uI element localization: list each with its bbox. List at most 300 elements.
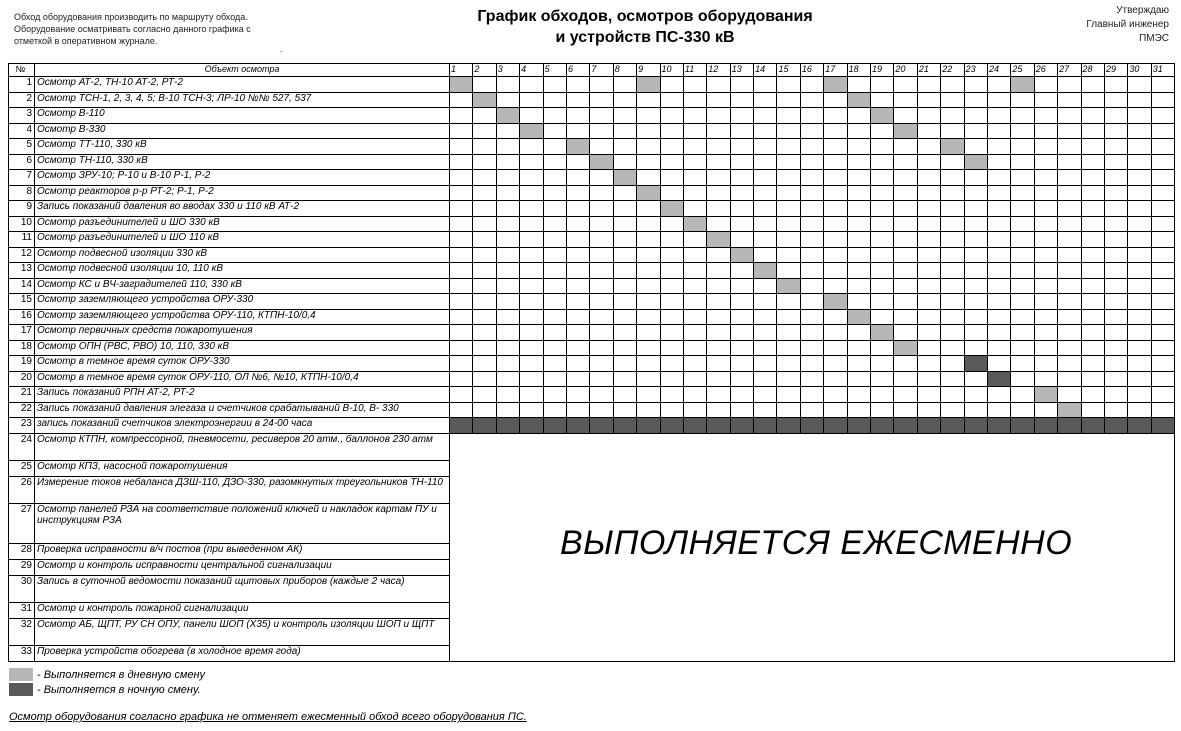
day-cell	[590, 387, 613, 403]
day-cell	[613, 123, 636, 139]
day-cell	[847, 170, 870, 186]
day-cell-night-shift	[847, 418, 870, 434]
day-cell	[590, 170, 613, 186]
day-cell	[543, 325, 566, 341]
header-day: 9	[637, 64, 660, 77]
day-cell-night-shift	[1058, 418, 1081, 434]
day-cell	[520, 402, 543, 418]
day-cell	[543, 402, 566, 418]
day-cell	[496, 340, 519, 356]
day-cell	[1081, 263, 1104, 279]
row-object-name: Осмотр в темное время суток ОРУ-110, ОЛ №6, №10, КТПН-10/0,4	[35, 371, 450, 387]
day-cell	[730, 402, 753, 418]
day-cell	[520, 201, 543, 217]
day-cell	[683, 278, 706, 294]
day-cell	[1151, 92, 1174, 108]
row-object-name: Запись показаний давления во вводах 330 и 110 кВ АТ-2	[35, 201, 450, 217]
day-cell	[1034, 170, 1057, 186]
day-cell	[754, 154, 777, 170]
day-cell	[683, 309, 706, 325]
day-cell	[987, 154, 1010, 170]
day-cell	[613, 232, 636, 248]
day-cell	[566, 185, 589, 201]
day-cell	[1104, 402, 1127, 418]
day-cell	[660, 294, 683, 310]
day-cell	[660, 247, 683, 263]
day-cell	[987, 402, 1010, 418]
day-cell	[590, 77, 613, 93]
day-cell	[590, 139, 613, 155]
day-cell	[754, 325, 777, 341]
day-cell	[1128, 123, 1151, 139]
day-cell	[917, 402, 940, 418]
day-cell	[520, 387, 543, 403]
day-cell	[450, 232, 473, 248]
day-cell	[566, 108, 589, 124]
table-row	[9, 154, 1175, 170]
day-cell	[1011, 371, 1034, 387]
row-number: 16	[9, 309, 35, 325]
legend-night-swatch	[9, 683, 33, 696]
header-day: 22	[941, 64, 964, 77]
day-cell	[1128, 108, 1151, 124]
day-cell	[637, 371, 660, 387]
day-cell	[1104, 92, 1127, 108]
day-cell	[660, 263, 683, 279]
day-cell	[1034, 92, 1057, 108]
day-cell-night-shift	[473, 418, 496, 434]
day-cell	[566, 247, 589, 263]
day-cell	[1151, 402, 1174, 418]
day-cell	[496, 232, 519, 248]
day-cell	[1081, 139, 1104, 155]
day-cell	[707, 185, 730, 201]
day-cell	[894, 263, 917, 279]
day-cell	[613, 340, 636, 356]
day-cell	[964, 92, 987, 108]
day-cell	[473, 387, 496, 403]
day-cell	[730, 185, 753, 201]
day-cell	[1104, 108, 1127, 124]
day-cell	[520, 108, 543, 124]
day-cell-night-shift	[683, 418, 706, 434]
day-cell	[543, 387, 566, 403]
row-object-name: Осмотр заземляющего устройства ОРУ-110, КТПН-10/0,4	[35, 309, 450, 325]
day-cell	[683, 232, 706, 248]
day-cell	[520, 170, 543, 186]
day-cell	[613, 139, 636, 155]
day-cell	[450, 247, 473, 263]
day-cell	[871, 139, 894, 155]
day-cell	[1128, 356, 1151, 372]
day-cell	[590, 371, 613, 387]
day-cell	[1081, 232, 1104, 248]
row-number: 7	[9, 170, 35, 186]
header-day: 6	[566, 64, 589, 77]
day-cell	[847, 356, 870, 372]
day-cell	[964, 232, 987, 248]
day-cell	[847, 340, 870, 356]
day-cell	[730, 77, 753, 93]
day-cell	[941, 123, 964, 139]
day-cell	[707, 247, 730, 263]
day-cell	[1011, 185, 1034, 201]
table-row	[9, 108, 1175, 124]
day-cell	[566, 325, 589, 341]
day-cell	[707, 402, 730, 418]
header-day: 17	[824, 64, 847, 77]
day-cell	[1011, 123, 1034, 139]
day-cell	[894, 139, 917, 155]
table-row	[9, 418, 1175, 434]
day-cell	[520, 77, 543, 93]
header-day: 14	[754, 64, 777, 77]
day-cell	[1151, 216, 1174, 232]
day-cell	[1151, 170, 1174, 186]
row-object-name: Осмотр в темное время суток ОРУ-330	[35, 356, 450, 372]
day-cell	[964, 278, 987, 294]
day-cell	[964, 309, 987, 325]
day-cell-day-shift	[847, 309, 870, 325]
day-cell	[964, 325, 987, 341]
day-cell	[473, 201, 496, 217]
day-cell	[754, 201, 777, 217]
day-cell	[683, 356, 706, 372]
day-cell	[1081, 309, 1104, 325]
row-object-name: Осмотр первичных средств пожаротушения	[35, 325, 450, 341]
day-cell	[520, 263, 543, 279]
day-cell	[1058, 154, 1081, 170]
day-cell	[941, 402, 964, 418]
day-cell	[473, 294, 496, 310]
day-cell-day-shift	[450, 77, 473, 93]
row-number: 24	[9, 433, 35, 460]
day-cell	[496, 247, 519, 263]
row-number: 8	[9, 185, 35, 201]
day-cell	[1104, 216, 1127, 232]
day-cell	[917, 232, 940, 248]
day-cell	[730, 170, 753, 186]
day-cell	[613, 185, 636, 201]
day-cell	[1011, 263, 1034, 279]
day-cell	[637, 340, 660, 356]
day-cell	[730, 123, 753, 139]
day-cell	[496, 278, 519, 294]
day-cell	[964, 387, 987, 403]
row-object-name: Осмотр подвесной изоляции 10, 110 кВ	[35, 263, 450, 279]
row-object-name: Осмотр ОПН (РВС, РВО) 10, 110, 330 кВ	[35, 340, 450, 356]
day-cell-day-shift	[847, 92, 870, 108]
table-row	[9, 387, 1175, 403]
day-cell-day-shift	[660, 201, 683, 217]
day-cell-night-shift	[917, 418, 940, 434]
day-cell	[800, 139, 823, 155]
day-cell-night-shift	[637, 418, 660, 434]
day-cell	[777, 402, 800, 418]
day-cell	[707, 108, 730, 124]
day-cell	[1104, 77, 1127, 93]
day-cell	[964, 108, 987, 124]
day-cell	[683, 92, 706, 108]
day-cell-day-shift	[707, 232, 730, 248]
row-number: 20	[9, 371, 35, 387]
day-cell	[800, 216, 823, 232]
row-number: 22	[9, 402, 35, 418]
day-cell	[520, 92, 543, 108]
day-cell	[871, 309, 894, 325]
day-cell-night-shift	[1104, 418, 1127, 434]
day-cell	[1011, 325, 1034, 341]
day-cell	[520, 309, 543, 325]
legend-day-label: - Выполняется в дневную смену	[37, 668, 206, 681]
day-cell	[566, 123, 589, 139]
day-cell	[683, 123, 706, 139]
day-cell	[613, 294, 636, 310]
instructions-line: Оборудование осматривать согласно данного графика с	[14, 24, 251, 34]
day-cell	[1081, 371, 1104, 387]
day-cell	[824, 216, 847, 232]
table-row	[9, 371, 1175, 387]
day-cell	[1011, 356, 1034, 372]
day-cell	[871, 92, 894, 108]
day-cell	[1034, 309, 1057, 325]
day-cell-night-shift	[777, 418, 800, 434]
day-cell	[496, 216, 519, 232]
day-cell	[473, 356, 496, 372]
day-cell	[917, 216, 940, 232]
day-cell	[660, 216, 683, 232]
day-cell	[847, 232, 870, 248]
table-row	[9, 278, 1175, 294]
day-cell	[496, 139, 519, 155]
day-cell	[941, 247, 964, 263]
day-cell	[987, 325, 1010, 341]
table-row-daily	[9, 433, 1175, 460]
day-cell	[1011, 340, 1034, 356]
day-cell	[590, 216, 613, 232]
day-cell	[1151, 139, 1174, 155]
day-cell	[941, 154, 964, 170]
day-cell	[917, 278, 940, 294]
day-cell-day-shift	[964, 154, 987, 170]
day-cell	[847, 402, 870, 418]
table-row	[9, 216, 1175, 232]
header-day: 21	[917, 64, 940, 77]
day-cell	[613, 108, 636, 124]
day-cell	[730, 263, 753, 279]
day-cell	[917, 154, 940, 170]
day-cell	[941, 356, 964, 372]
day-cell	[520, 139, 543, 155]
day-cell	[1058, 294, 1081, 310]
day-cell	[473, 154, 496, 170]
day-cell	[1011, 92, 1034, 108]
day-cell	[824, 278, 847, 294]
day-cell	[707, 309, 730, 325]
day-cell	[637, 201, 660, 217]
day-cell	[660, 170, 683, 186]
day-cell	[847, 216, 870, 232]
day-cell	[1034, 139, 1057, 155]
header-day: 1	[450, 64, 473, 77]
day-cell	[777, 108, 800, 124]
header-day: 20	[894, 64, 917, 77]
day-cell	[660, 278, 683, 294]
header-day: 8	[613, 64, 636, 77]
day-cell	[1128, 232, 1151, 248]
day-cell	[987, 294, 1010, 310]
row-object-name: Запись в суточной ведомости показаний щитовых приборов (каждые 2 часа)	[35, 575, 450, 602]
day-cell	[847, 278, 870, 294]
day-cell	[917, 325, 940, 341]
day-cell	[800, 387, 823, 403]
day-cell	[566, 309, 589, 325]
day-cell	[824, 185, 847, 201]
day-cell-day-shift	[496, 108, 519, 124]
day-cell	[871, 356, 894, 372]
day-cell	[590, 123, 613, 139]
day-cell	[871, 387, 894, 403]
day-cell	[1011, 247, 1034, 263]
day-cell	[824, 402, 847, 418]
day-cell	[683, 387, 706, 403]
day-cell	[473, 170, 496, 186]
day-cell	[1058, 123, 1081, 139]
day-cell	[754, 294, 777, 310]
row-number: 32	[9, 618, 35, 645]
day-cell	[660, 387, 683, 403]
day-cell	[1058, 92, 1081, 108]
table-header-row	[9, 64, 1175, 77]
day-cell	[1058, 185, 1081, 201]
day-cell	[566, 402, 589, 418]
day-cell	[1081, 154, 1104, 170]
day-cell	[1034, 154, 1057, 170]
day-cell	[1011, 139, 1034, 155]
day-cell	[613, 154, 636, 170]
day-cell	[520, 216, 543, 232]
day-cell	[543, 201, 566, 217]
day-cell	[754, 278, 777, 294]
day-cell	[1151, 247, 1174, 263]
day-cell	[1058, 387, 1081, 403]
day-cell	[1151, 278, 1174, 294]
day-cell	[683, 154, 706, 170]
row-number: 31	[9, 602, 35, 618]
day-cell	[590, 232, 613, 248]
day-cell	[754, 139, 777, 155]
day-cell-night-shift	[1034, 418, 1057, 434]
day-cell	[473, 340, 496, 356]
day-cell	[637, 325, 660, 341]
row-number: 27	[9, 503, 35, 543]
row-object-name: Осмотр КТПН, компрессорной, пневмосети, ресиверов 20 атм., баллонов 230 атм	[35, 433, 450, 460]
legend-night-label: - Выполняется в ночную смену.	[37, 683, 201, 696]
row-number: 28	[9, 543, 35, 559]
day-cell	[450, 216, 473, 232]
row-number: 26	[9, 476, 35, 503]
day-cell	[987, 309, 1010, 325]
day-cell-night-shift	[730, 418, 753, 434]
header-day: 24	[987, 64, 1010, 77]
row-number: 6	[9, 154, 35, 170]
day-cell	[1034, 263, 1057, 279]
day-cell	[1151, 309, 1174, 325]
day-cell	[1058, 371, 1081, 387]
day-cell	[543, 170, 566, 186]
day-cell	[800, 123, 823, 139]
day-cell	[590, 325, 613, 341]
daily-merged-cell	[450, 433, 1175, 661]
day-cell	[987, 123, 1010, 139]
day-cell	[520, 356, 543, 372]
day-cell	[450, 325, 473, 341]
day-cell	[777, 154, 800, 170]
day-cell	[543, 232, 566, 248]
row-number: 1	[9, 77, 35, 93]
day-cell	[1104, 371, 1127, 387]
day-cell	[1128, 371, 1151, 387]
day-cell	[660, 356, 683, 372]
day-cell	[987, 278, 1010, 294]
instructions-line: отметкой в оперативном журнале.	[14, 36, 158, 46]
day-cell	[1011, 108, 1034, 124]
day-cell	[1151, 154, 1174, 170]
row-object-name: Осмотр ТН-110, 330 кВ	[35, 154, 450, 170]
day-cell	[1104, 201, 1127, 217]
row-object-name: Запись показаний РПН АТ-2, РТ-2	[35, 387, 450, 403]
day-cell	[566, 340, 589, 356]
row-object-name: Проверка исправности в/ч постов (при выведенном АК)	[35, 543, 450, 559]
day-cell	[1081, 356, 1104, 372]
header-day: 13	[730, 64, 753, 77]
day-cell	[941, 77, 964, 93]
legend	[9, 667, 205, 697]
day-cell	[637, 123, 660, 139]
day-cell	[941, 201, 964, 217]
day-cell	[777, 170, 800, 186]
day-cell	[590, 309, 613, 325]
inspection-schedule-table	[8, 63, 1175, 662]
day-cell	[847, 185, 870, 201]
approval-block	[1086, 4, 1169, 46]
table-row	[9, 340, 1175, 356]
day-cell	[754, 216, 777, 232]
day-cell	[637, 294, 660, 310]
day-cell	[1104, 340, 1127, 356]
day-cell	[941, 309, 964, 325]
day-cell	[566, 170, 589, 186]
day-cell	[707, 263, 730, 279]
day-cell	[800, 247, 823, 263]
day-cell	[450, 309, 473, 325]
day-cell	[683, 263, 706, 279]
table-row	[9, 263, 1175, 279]
day-cell	[707, 325, 730, 341]
legend-day	[9, 667, 205, 682]
day-cell	[730, 294, 753, 310]
day-cell	[800, 170, 823, 186]
day-cell	[824, 232, 847, 248]
day-cell	[496, 123, 519, 139]
day-cell	[871, 232, 894, 248]
row-number: 13	[9, 263, 35, 279]
day-cell	[800, 185, 823, 201]
header-day: 10	[660, 64, 683, 77]
day-cell	[613, 216, 636, 232]
day-cell	[917, 108, 940, 124]
day-cell	[543, 263, 566, 279]
